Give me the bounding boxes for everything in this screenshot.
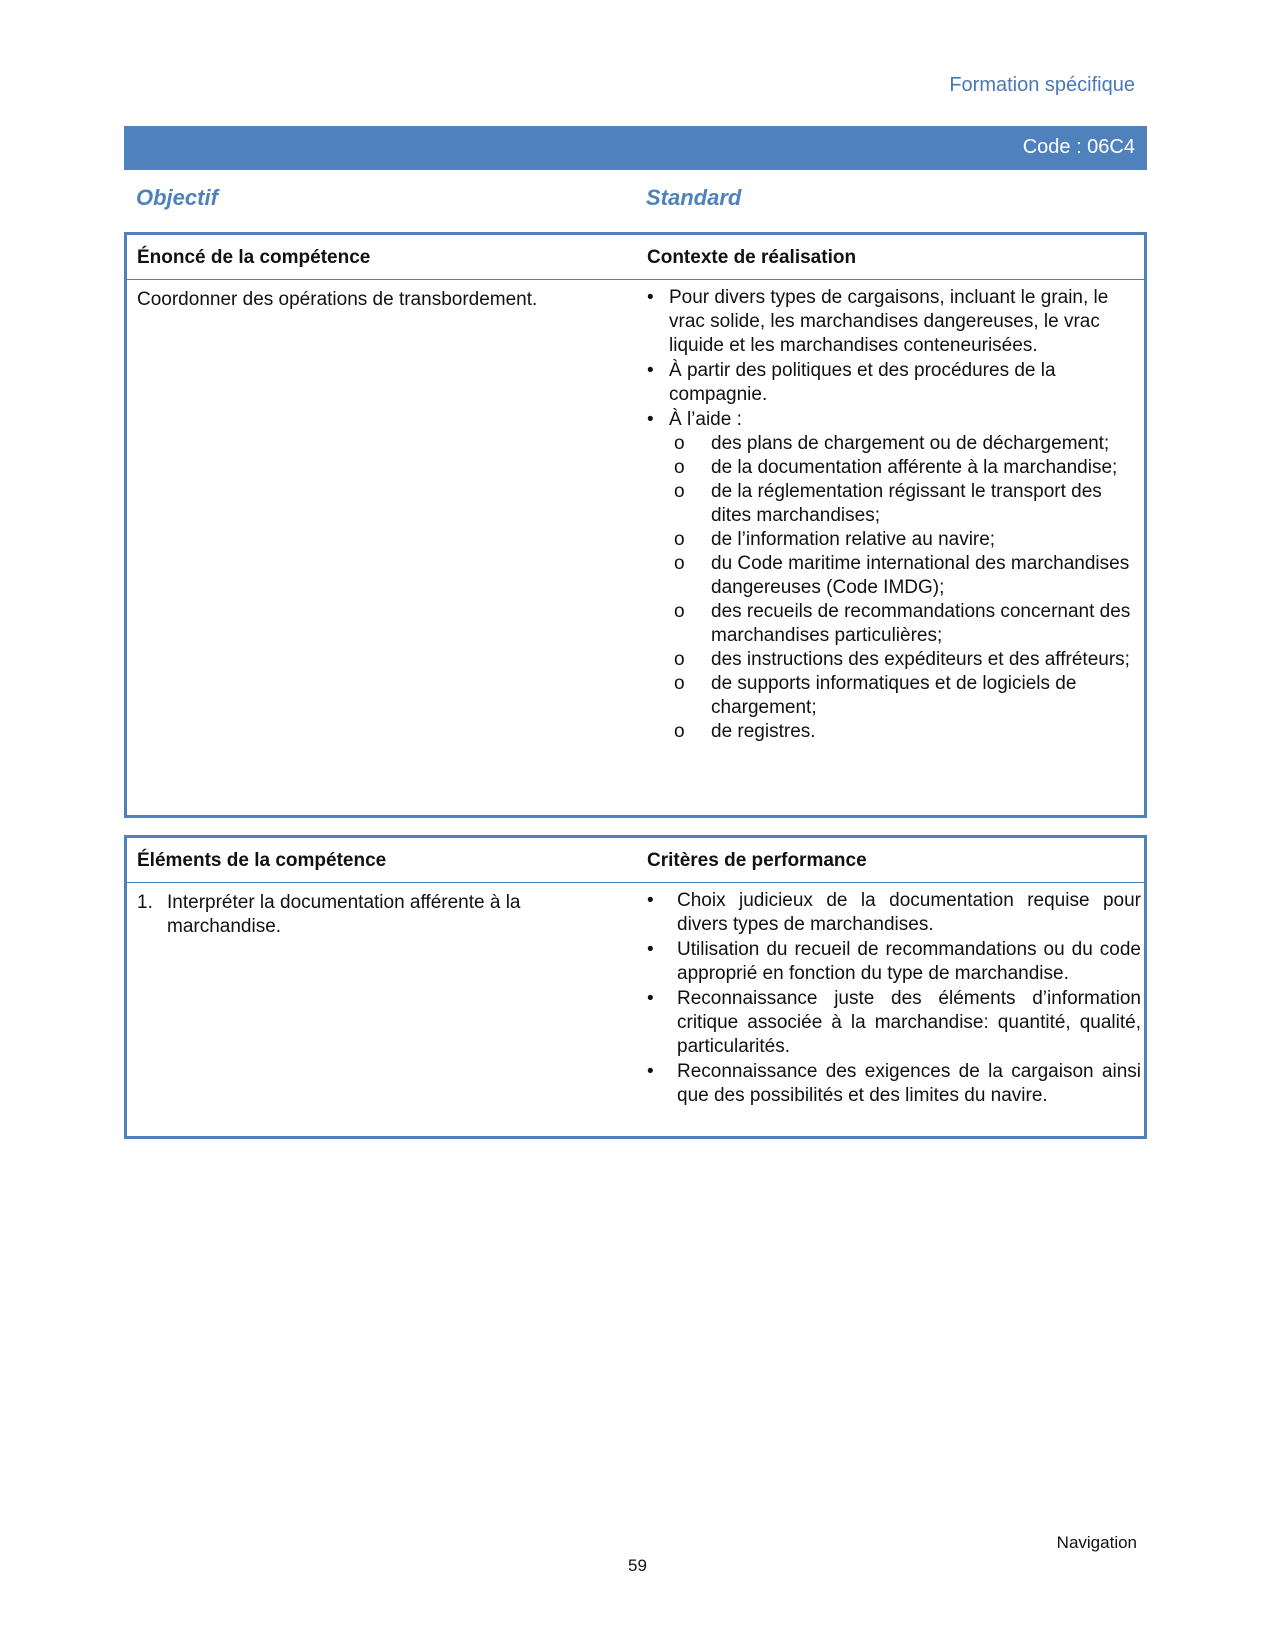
aid-item [669, 648, 1137, 672]
elements-list [137, 891, 617, 939]
circle-bullet-icon: o [674, 457, 685, 478]
aid-item [669, 552, 1137, 600]
section-headings [124, 185, 1147, 217]
circle-bullet-icon: o [674, 721, 685, 742]
circle-bullet-icon: o [674, 481, 685, 502]
objective-heading: Objectif [136, 185, 218, 210]
competence-statement-header: Énoncé de la compétence [137, 247, 371, 268]
aid-item [669, 456, 1137, 480]
aid-item [669, 432, 1137, 456]
aid-item-text: des instructions des expéditeurs et des affréteurs; [711, 649, 1130, 670]
context-item-text: À partir des politiques et des procédures de la compagnie. [669, 360, 1056, 405]
aid-item-text: des plans de chargement ou de déchargement; [711, 433, 1110, 454]
element-item [137, 891, 617, 939]
context-item [647, 408, 1137, 744]
circle-bullet-icon: o [674, 553, 685, 574]
navigation-link[interactable]: Navigation [1056, 1533, 1137, 1552]
bullet-icon: • [647, 939, 654, 960]
bullet-icon: • [647, 890, 654, 911]
aid-item-text: de l’information relative au navire; [711, 529, 996, 550]
criteria-item-text: Utilisation du recueil de recommandations ou du code approprié en fonction du type de marchandise. [677, 939, 1141, 984]
code-bar [124, 126, 1147, 170]
aid-item [669, 672, 1137, 720]
context-header: Contexte de réalisation [647, 247, 857, 268]
aid-item [669, 600, 1137, 648]
section-title: Formation spécifique [949, 74, 1135, 96]
bullet-icon: • [647, 988, 654, 1009]
competence-table-header [127, 235, 1144, 280]
context-list [647, 286, 1137, 745]
aid-item-text: de la documentation afférente à la marchandise; [711, 457, 1118, 478]
criteria-item [647, 938, 1141, 986]
aid-item-text: de registres. [711, 721, 816, 742]
circle-bullet-icon: o [674, 601, 685, 622]
context-item-text: Pour divers types de cargaisons, incluant le grain, le vrac solide, les marchandises dangereuses, le vrac liquide et les marchandises conteneurisées. [669, 287, 1109, 356]
criteria-item-text: Reconnaissance juste des éléments d’information critique associée à la marchandise: quantité, qualité, particularités. [677, 988, 1141, 1057]
competence-table [124, 232, 1147, 818]
bullet-icon: • [647, 287, 654, 308]
bullet-icon: • [647, 360, 654, 381]
aid-item-text: des recueils de recommandations concernant des marchandises particulières; [711, 601, 1131, 646]
circle-bullet-icon: o [674, 529, 685, 550]
elements-table-header [127, 838, 1144, 883]
aid-item [669, 528, 1137, 552]
circle-bullet-icon: o [674, 433, 685, 454]
aid-item [669, 720, 1137, 744]
code-label: Code : 06C4 [1022, 136, 1135, 158]
aid-item-text: du Code maritime international des marchandises dangereuses (Code IMDG); [711, 553, 1130, 598]
aid-item [669, 480, 1137, 528]
standard-heading: Standard [646, 185, 742, 210]
criteria-item-text: Choix judicieux de la documentation requise pour divers types de marchandises. [677, 890, 1141, 935]
context-item-text: À l’aide : [669, 409, 742, 430]
context-item [647, 286, 1137, 358]
circle-bullet-icon: o [674, 649, 685, 670]
bullet-icon: • [647, 1061, 654, 1082]
criteria-item [647, 1060, 1141, 1108]
bullet-icon: • [647, 409, 654, 430]
criteria-header: Critères de performance [647, 850, 867, 871]
aid-item-text: de la réglementation régissant le transport des dites marchandises; [711, 481, 1102, 526]
element-text: Interpréter la documentation afférente à la marchandise. [167, 892, 521, 937]
page-number: 59 [628, 1556, 647, 1575]
element-number: 1. [137, 892, 153, 913]
elements-table [124, 835, 1147, 1139]
criteria-item [647, 889, 1141, 937]
context-item [647, 359, 1137, 407]
criteria-list [647, 889, 1141, 1109]
competence-statement: Coordonner des opérations de transbordement. [137, 289, 538, 310]
criteria-item-text: Reconnaissance des exigences de la cargaison ainsi que des possibilités et des limites du navire. [677, 1061, 1141, 1106]
aids-list [669, 432, 1137, 744]
elements-header: Éléments de la compétence [137, 850, 387, 871]
circle-bullet-icon: o [674, 673, 685, 694]
criteria-item [647, 987, 1141, 1059]
aid-item-text: de supports informatiques et de logiciels de chargement; [711, 673, 1077, 718]
